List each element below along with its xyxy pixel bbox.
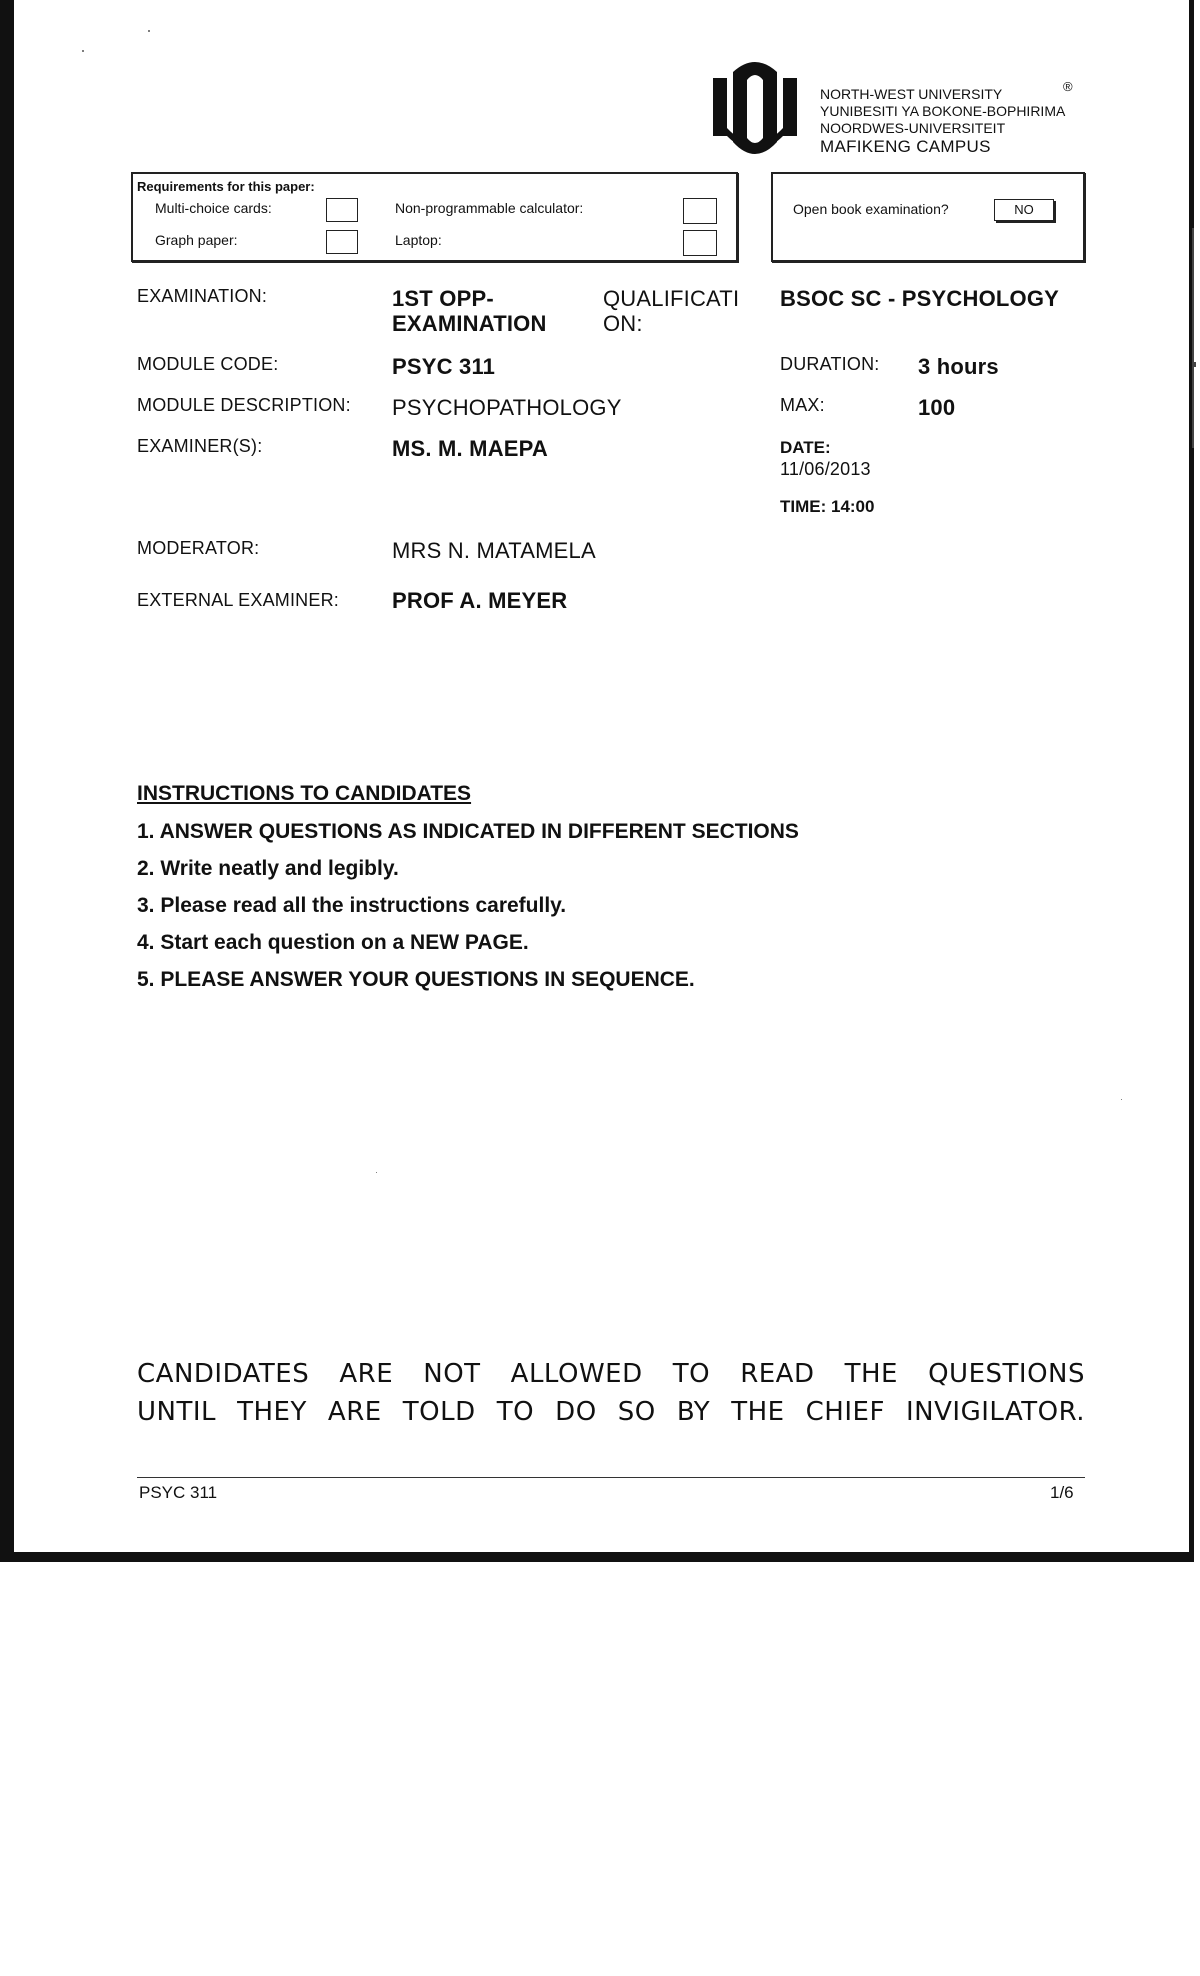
multi-choice-checkbox[interactable] (326, 198, 358, 222)
scan-speck (1121, 1099, 1122, 1100)
module-description-label: MODULE DESCRIPTION: (137, 395, 351, 415)
footer-module-code: PSYC 311 (139, 1483, 218, 1502)
invigilator-warning (137, 1355, 1085, 1431)
external-examiner-value: PROF A. MEYER (392, 588, 568, 613)
university-name-english: NORTH-WEST UNIVERSITY (820, 86, 1003, 102)
instruction-item: 4. Start each question on a NEW PAGE. (137, 931, 529, 954)
university-logo-icon (705, 58, 805, 158)
requirements-box (131, 172, 738, 262)
scan-speck (82, 50, 84, 52)
open-book-box (771, 172, 1085, 262)
laptop-checkbox[interactable] (683, 230, 717, 256)
max-value: 100 (918, 395, 956, 420)
graph-paper-label: Graph paper: (155, 232, 238, 248)
examiner-value: MS. M. MAEPA (392, 436, 548, 461)
calculator-label: Non-programmable calculator: (395, 200, 584, 216)
examination-value-line2: EXAMINATION (392, 311, 547, 336)
qualification-value: BSOC SC - PSYCHOLOGY (780, 286, 1060, 311)
qualification-label-line2: ON: (603, 311, 643, 336)
warning-line2: UNTIL THEY ARE TOLD TO DO SO BY THE CHIEF INVIGILATOR. (137, 1397, 1085, 1427)
calculator-checkbox[interactable] (683, 198, 717, 224)
examination-label: EXAMINATION: (137, 286, 268, 306)
duration-value: 3 hours (918, 354, 999, 379)
moderator-value: MRS N. MATAMELA (392, 538, 596, 563)
scan-speck (148, 30, 150, 32)
duration-label: DURATION: (780, 354, 880, 374)
max-label: MAX: (780, 395, 825, 415)
warning-line1: CANDIDATES ARE NOT ALLOWED TO READ THE QUESTIONS (137, 1359, 1085, 1389)
scan-edge-mark (1194, 362, 1196, 367)
time-value: TIME: 14:00 (780, 497, 875, 516)
scan-speck (376, 1172, 377, 1173)
examiner-label: EXAMINER(S): (137, 436, 263, 456)
university-name-afrikaans: NOORDWES-UNIVERSITEIT (820, 120, 1006, 136)
graph-paper-checkbox[interactable] (326, 230, 358, 254)
instruction-item: 3. Please read all the instructions carefully. (137, 894, 567, 917)
footer-divider (137, 1477, 1085, 1478)
module-code-value: PSYC 311 (392, 354, 496, 379)
instruction-item: 2. Write neatly and legibly. (137, 857, 399, 880)
campus-name: MAFIKENG CAMPUS (820, 137, 991, 156)
requirements-title: Requirements for this paper: (137, 179, 315, 194)
laptop-label: Laptop: (395, 232, 442, 248)
instructions-title: INSTRUCTIONS TO CANDIDATES (137, 782, 472, 805)
university-name-setswana: YUNIBESITI YA BOKONE-BOPHIRIMA (820, 103, 1066, 119)
footer-page-number: 1/6 (1050, 1483, 1074, 1502)
instruction-item: 5. PLEASE ANSWER YOUR QUESTIONS IN SEQUENCE. (137, 968, 695, 991)
scan-edge-mark (1192, 228, 1194, 448)
university-names (820, 86, 1065, 157)
module-code-label: MODULE CODE: (137, 354, 279, 374)
instruction-item: 1. ANSWER QUESTIONS AS INDICATED IN DIFFERENT SECTIONS (137, 820, 799, 843)
multi-choice-label: Multi-choice cards: (155, 200, 272, 216)
registered-mark: ® (1063, 79, 1073, 94)
moderator-label: MODERATOR: (137, 538, 260, 558)
date-value: 11/06/2013 (780, 459, 871, 479)
qualification-label-line1: QUALIFICATI (603, 286, 740, 311)
module-description-value: PSYCHOPATHOLOGY (392, 395, 622, 420)
open-book-answer: NO (994, 199, 1054, 221)
examination-value-line1: 1ST OPP- (392, 286, 494, 311)
open-book-label: Open book examination? (793, 201, 949, 217)
external-examiner-label: EXTERNAL EXAMINER: (137, 590, 339, 610)
date-label: DATE: (780, 438, 831, 457)
